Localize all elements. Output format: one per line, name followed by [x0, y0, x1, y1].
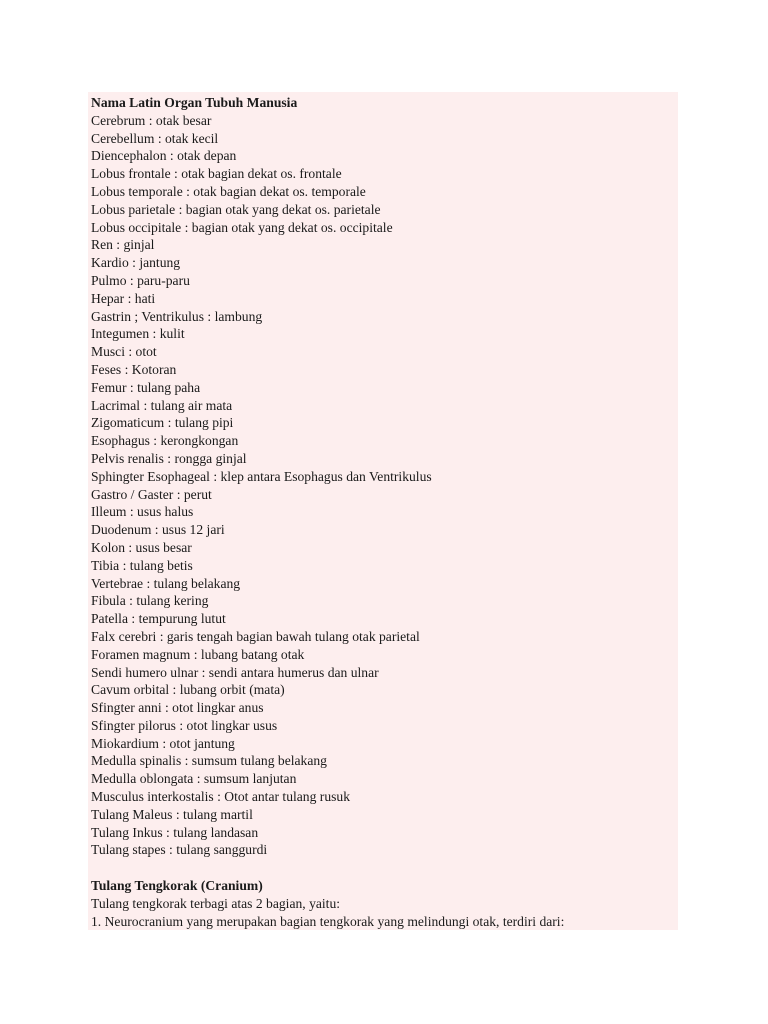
section-heading: Tulang Tengkorak (Cranium): [91, 878, 263, 894]
text-line: Lobus temporale : otak bagian dekat os. temporale: [91, 183, 366, 199]
text-line: Diencephalon : otak depan: [91, 148, 237, 164]
text-line: Medulla oblongata : sumsum lanjutan: [91, 771, 297, 787]
text-line: Medulla spinalis : sumsum tulang belakang: [91, 753, 327, 769]
document-lines: [91, 94, 675, 930]
text-line: Lobus occipitale : bagian otak yang dekat os. occipitale: [91, 219, 393, 235]
text-line: Gastro / Gaster : perut: [91, 486, 212, 502]
text-line: Tulang stapes : tulang sanggurdi: [91, 842, 268, 858]
text-line: Patella : tempurung lutut: [91, 611, 226, 627]
text-line: Illeum : usus halus: [91, 504, 194, 520]
text-line: Hepar : hati: [91, 290, 156, 306]
text-line: 1. Neurocranium yang merupakan bagian tengkorak yang melindungi otak, terdiri dari:: [91, 913, 565, 929]
text-line: Gastrin ; Ventrikulus : lambung: [91, 308, 263, 324]
text-line: Ren : ginjal: [91, 237, 155, 253]
text-line: Integumen : kulit: [91, 326, 185, 342]
document-text-block: [88, 92, 678, 930]
text-line: Femur : tulang paha: [91, 379, 201, 395]
text-line: Feses : Kotoran: [91, 361, 177, 377]
text-line: Musci : otot: [91, 344, 157, 360]
text-line: Zigomaticum : tulang pipi: [91, 415, 234, 431]
text-line: Tulang Inkus : tulang landasan: [91, 824, 259, 840]
text-line: Musculus interkostalis : Otot antar tulang rusuk: [91, 789, 351, 805]
text-line: Esophagus : kerongkongan: [91, 433, 239, 449]
text-line: Lacrimal : tulang air mata: [91, 397, 233, 413]
text-line: Sfingter pilorus : otot lingkar usus: [91, 717, 278, 733]
text-line: Tulang tengkorak terbagi atas 2 bagian, yaitu:: [91, 895, 341, 911]
text-line: Foramen magnum : lubang batang otak: [91, 646, 305, 662]
text-line: Lobus parietale : bagian otak yang dekat os. parietale: [91, 201, 381, 217]
text-line: Cerebrum : otak besar: [91, 112, 212, 128]
text-line: Falx cerebri : garis tengah bagian bawah tulang otak parietal: [91, 628, 420, 644]
text-line: Tibia : tulang betis: [91, 557, 193, 573]
text-line: Kolon : usus besar: [91, 539, 192, 555]
text-line: Duodenum : usus 12 jari: [91, 522, 225, 538]
text-line: Cerebellum : otak kecil: [91, 130, 219, 146]
text-line: Vertebrae : tulang belakang: [91, 575, 241, 591]
text-line: Sendi humero ulnar : sendi antara humerus dan ulnar: [91, 664, 379, 680]
text-line: Kardio : jantung: [91, 255, 181, 271]
blank-line: [91, 859, 675, 877]
text-line: Pelvis renalis : rongga ginjal: [91, 450, 247, 466]
text-line: Tulang Maleus : tulang martil: [91, 806, 253, 822]
text-line: Lobus frontale : otak bagian dekat os. frontale: [91, 166, 342, 182]
section-heading: Nama Latin Organ Tubuh Manusia: [91, 95, 298, 110]
text-line: Sfingter anni : otot lingkar anus: [91, 700, 264, 716]
text-line: Fibula : tulang kering: [91, 593, 209, 609]
text-line: Pulmo : paru-paru: [91, 272, 190, 288]
text-line: Miokardium : otot jantung: [91, 735, 235, 751]
text-line: Sphingter Esophageal : klep antara Esophagus dan Ventrikulus: [91, 468, 432, 484]
text-line: Cavum orbital : lubang orbit (mata): [91, 682, 285, 698]
